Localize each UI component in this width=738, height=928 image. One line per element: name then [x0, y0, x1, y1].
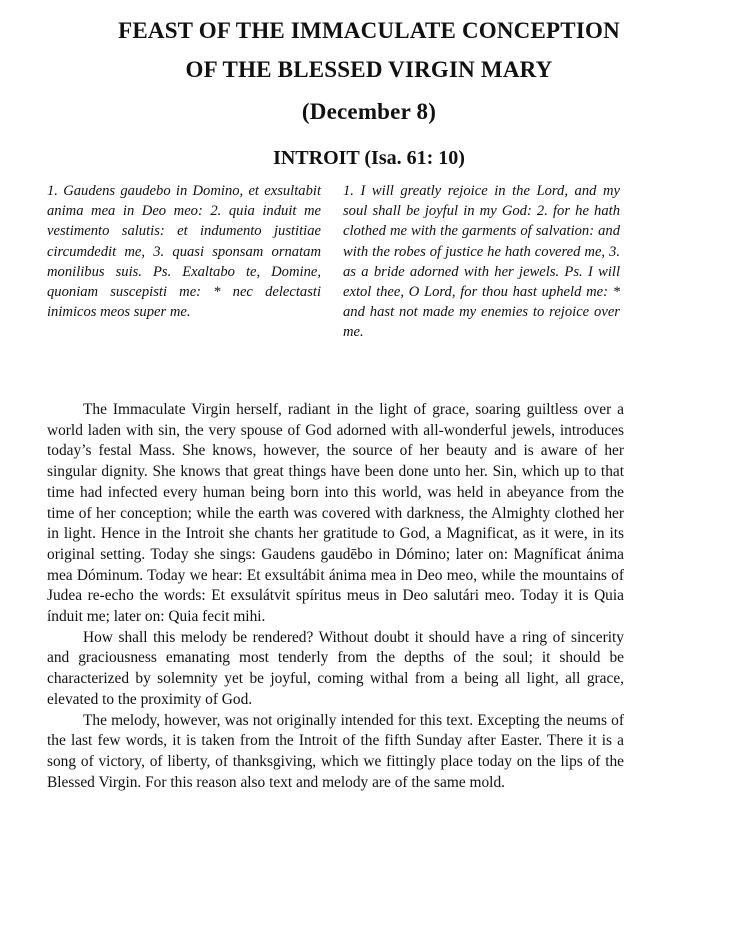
- feast-title-line-2: OF THE BLESSED VIRGIN MARY: [185, 57, 553, 82]
- feast-date: (December 8): [301, 99, 437, 124]
- commentary-paragraph-2: How shall this melody be rendered? Without doubt it should have a ring of sincerity and graciousness emanating most tenderly from the depths of the soul; it should be characterized by solemnity yet be joyful, coming withal from a being all light, all grace, elevated to the proximity of God.: [47, 628, 624, 708]
- feast-title-line-1: FEAST OF THE IMMACULATE CONCEPTION: [118, 18, 620, 43]
- commentary-paragraph-3: The melody, however, was not originally intended for this text. Excepting the neums of the last few words, it is taken from the Introit of the fifth Sunday after Easter. There it is a song of victory, of liberty, of thanksgiving, which we fittingly place today on the lips of the Blessed Virgin. For this reason also text and melody are of the same mold.: [47, 711, 624, 791]
- commentary-paragraph-1: The Immaculate Virgin herself, radiant in the light of grace, soaring guiltless over a world laden with sin, the very spouse of God adorned with all-wonderful jewels, introduces today’s festal Mass. She knows, however, the source of her beauty and is aware of her singular dignity. She knows that great things have been done unto her. Sin, which up to that time had infected every human being born into this world, was held in abeyance from the time of her conception; while the earth was covered with darkness, the Almighty clothed her in light. Hence in the Introit she chants her gratitude to God, a Magnificat, as it were, in its original setting. Today she sings: Gaudens gaudēbo in Dómino; later on: Magníficat ánima mea Dóminum. Today we hear: Et exsultábit ánima mea in Deo meo, while the mountains of Judea re-echo the words: Et exsulátvit spíritus meus in Deo salutári meo. Today it is Quia índuit me; later on: Quia fecit mihi.: [47, 401, 624, 626]
- commentary-body: [47, 400, 624, 793]
- introit-heading: INTROIT (Isa. 61: 10): [273, 147, 465, 169]
- english-introit-column: 1. I will greatly rejoice in the Lord, and my soul shall be joyful in my God: 2. for he hath clothed me with the garments of salvation: and with the robes of justice he hath covered me, 3. as a bride adorned with her jewels. Ps. I will extol thee, O Lord, for thou hast upheld me: * and hast not made my enemies to rejoice over me.: [343, 183, 620, 341]
- latin-introit-column: 1. Gaudens gaudebo in Domino, et exsultabit anima mea in Deo meo: 2. quia induit me vestimento salutis: et indumento justitiae circumdedit me, 3. quasi sponsam ornatam monilibus suis. Ps. Exaltabo te, Domine, quoniam suscepisti me: * nec delectasti inimicos meos super me.: [47, 183, 321, 321]
